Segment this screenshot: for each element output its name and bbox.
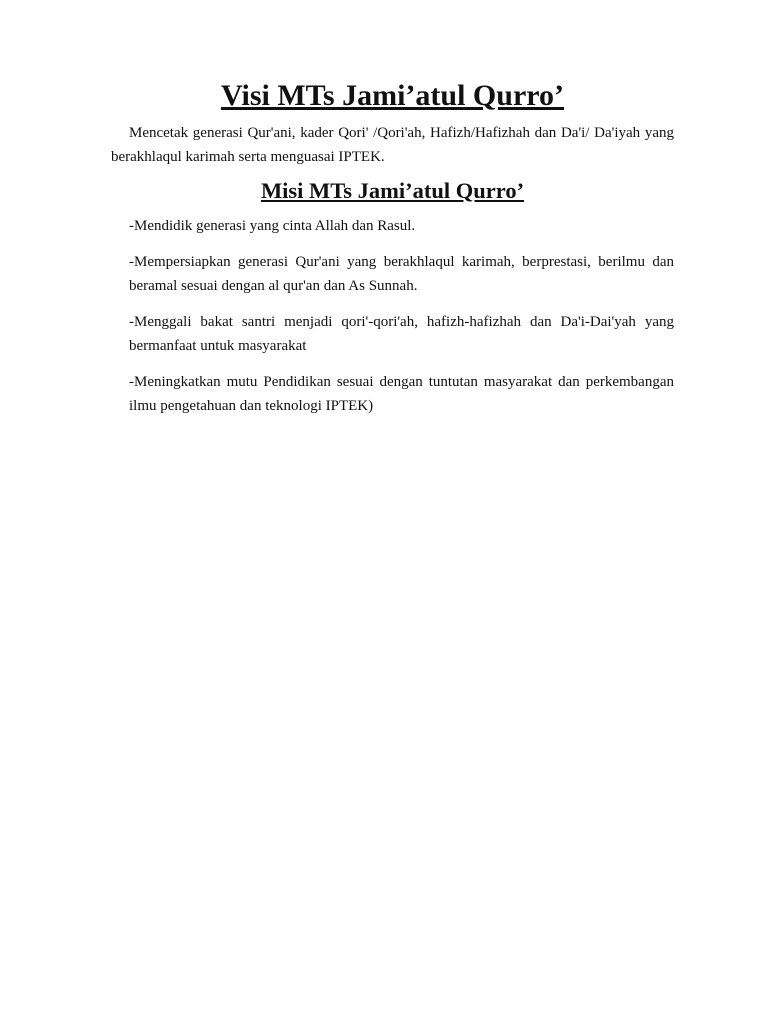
visi-heading: Visi MTs Jami’atul Qurro’ xyxy=(220,79,565,112)
misi-item: -Mempersiapkan generasi Qur'ani yang berakhlaqul karimah, berprestasi, berilmu dan beramal sesuai dengan al qur'an dan As Sunnah. xyxy=(129,253,674,294)
misi-item: -Mendidik generasi yang cinta Allah dan Rasul. xyxy=(129,218,416,234)
misi-heading: Misi MTs Jami’atul Qurro’ xyxy=(260,177,525,203)
visi-section xyxy=(111,79,674,170)
document-body xyxy=(111,79,674,430)
misi-list xyxy=(111,214,674,419)
misi-item: -Menggali bakat santri menjadi qori'-qori'ah, hafizh-hafizhah dan Da'i-Dai'yah yang bermanfaat untuk masyarakat xyxy=(129,313,674,354)
misi-item: -Meningkatkan mutu Pendidikan sesuai dengan tuntutan masyarakat dan perkembangan ilmu pengetahuan dan teknologi IPTEK) xyxy=(129,373,674,414)
visi-paragraph: Mencetak generasi Qur'ani, kader Qori' /Qori'ah, Hafizh/Hafizhah dan Da'i/ Da'iyah yang berakhlaqul karimah serta menguasai IPTEK. xyxy=(111,124,674,165)
misi-section xyxy=(111,179,674,419)
